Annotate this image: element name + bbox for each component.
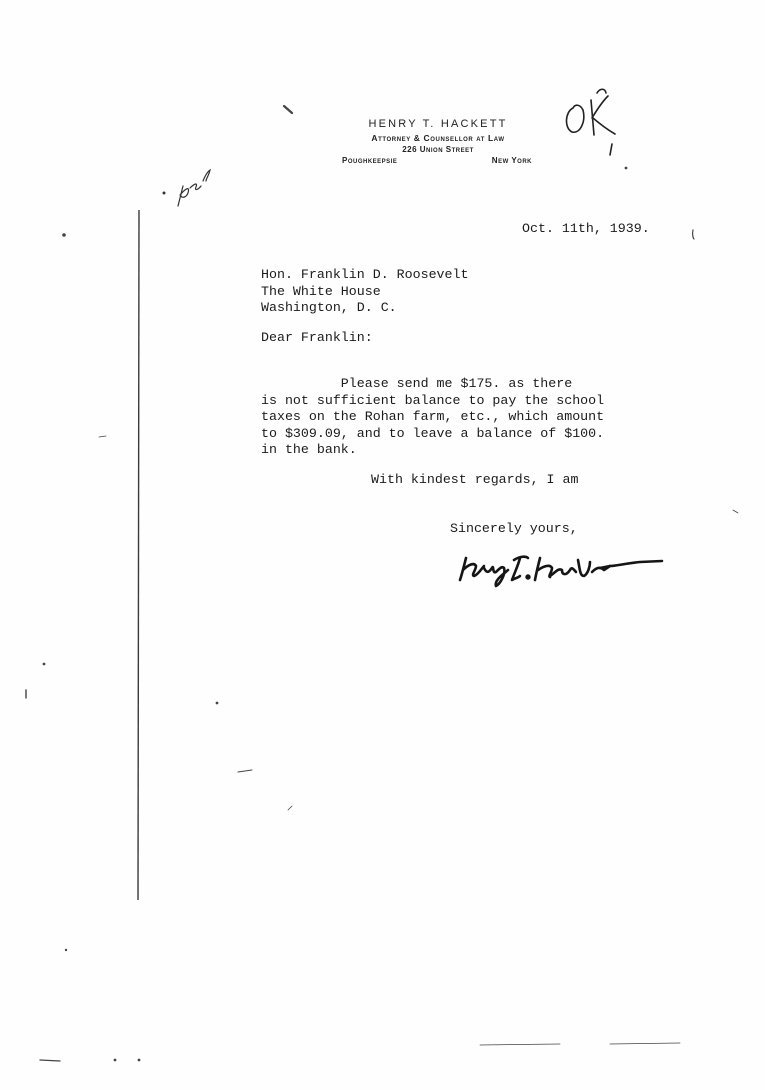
letter-date: Oct. 11th, 1939.	[522, 221, 650, 236]
body-line: is not sufficient balance to pay the school	[261, 392, 605, 408]
closing-line: With kindest regards, I am	[371, 472, 579, 487]
signoff: Sincerely yours,	[450, 521, 578, 536]
body-line: in the bank.	[261, 442, 357, 457]
salutation: Dear Franklin:	[261, 330, 373, 345]
letterhead-title: Attorney & Counsellor at Law	[371, 133, 505, 143]
per-handwritten-mark	[163, 170, 210, 206]
margin-rule	[138, 210, 139, 900]
letterhead-street: 226 Union Street	[402, 145, 474, 154]
recipient-line: Hon. Franklin D. Roosevelt	[261, 267, 469, 282]
letterhead-state: New York	[491, 156, 532, 165]
body-line: to $309.09, and to leave a balance of $100.	[261, 425, 605, 441]
scan-artifacts	[26, 106, 738, 1061]
recipient-line: Washington, D. C.	[261, 300, 397, 315]
letterhead-name: HENRY T. HACKETT	[368, 118, 508, 130]
letterhead-city: Poughkeepsie	[342, 156, 398, 165]
recipient-line: The White House	[261, 283, 381, 299]
ok-handwritten-mark	[566, 89, 615, 155]
body-line: taxes on the Rohan farm, etc., which amount	[261, 409, 605, 424]
body-line: Please send me $175. as there	[261, 376, 573, 391]
signature-handwritten	[460, 557, 662, 586]
